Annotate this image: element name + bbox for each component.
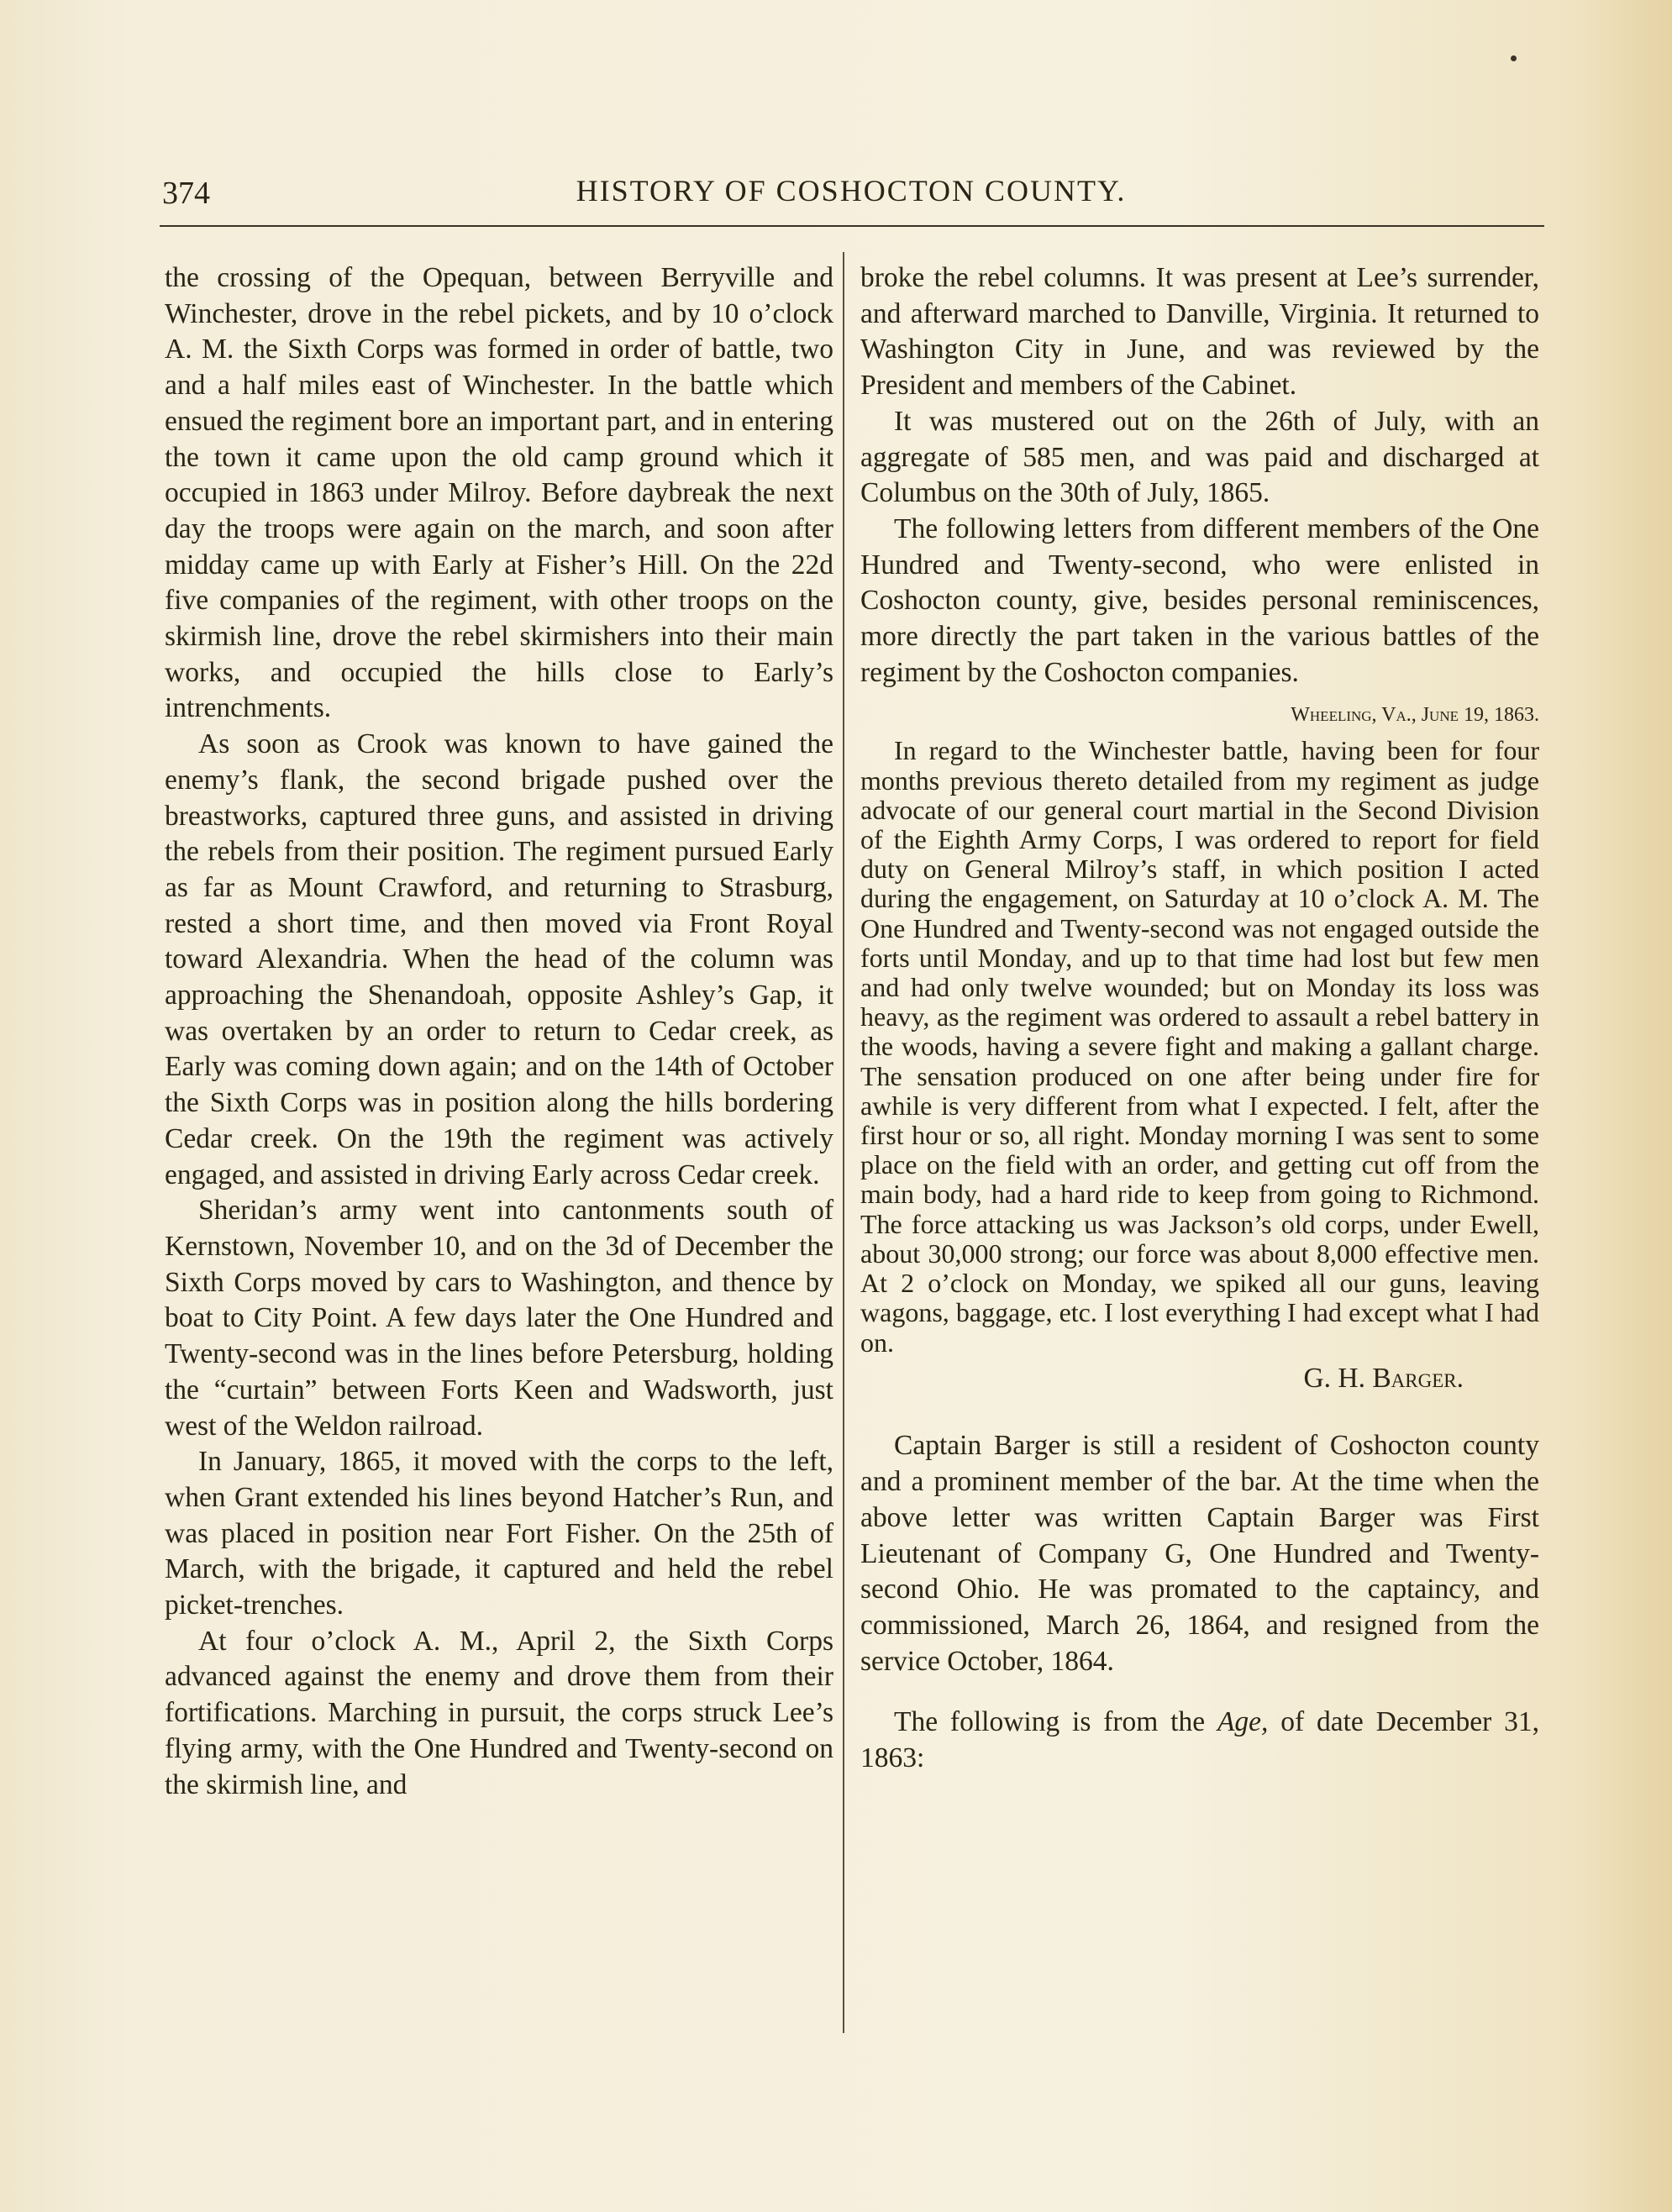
right-column xyxy=(860,260,1539,1777)
ink-speck xyxy=(1511,55,1517,61)
paragraph: Sheridan’s army went into cantonments south of Kernstown, November 10, and on the 3d of December the Sixth Corps moved by cars to Washington, and thence by boat to City Point. A few days later the One Hundred and Twenty-second was in the lines before Petersburg, holding the “curtain” between Forts Keen and Wadsworth, just west of the Weldon railroad. xyxy=(165,1195,833,1442)
paragraph: In January, 1865, it moved with the corps to the left, when Grant extended his lines beyond Hatcher’s Run, and was placed in position near Fort Fisher. On the 25th of March, with the brigade, it captured and held the rebel picket-trenches. xyxy=(165,1446,833,1621)
page-header xyxy=(162,168,1540,218)
publication-title: Age, xyxy=(1217,1706,1269,1738)
left-column xyxy=(165,260,833,1803)
letter-body: In regard to the Winchester battle, having been for four months previous thereto detailed from my regiment as judge advocate of our general court martial in the Second Division of the Eighth Army Corps, I was ordered to report for field duty on General Milroy’s staff, in which position I acted during the engagement, on Saturday at 10 o’clock A. M. The One Hundred and Twenty-second was not engaged outside the forts until Monday, and up to that time had lost but few men and had only twelve wounded; but on Monday its loss was heavy, as the regiment was ordered to assault a rebel battery in the woods, having a severe fight and making a gallant charge. The sensation produced on one after being under fire for awhile is very different from what I expected. I felt, after the first hour or so, all right. Monday morning I was sent to some place on the field with an order, and getting cut off from the main body, had a hard ride to keep from going to Richmond. The force attacking us was Jackson’s old corps, under Ewell, about 30,000 strong; our force was about 8,000 effective men. At 2 o’clock on Monday, we spiked all our guns, leaving wagons, baggage, etc. I lost everything I had except what I had on. xyxy=(860,735,1539,1358)
page-number: 374 xyxy=(162,176,210,211)
paragraph: It was mustered out on the 26th of July, with an aggregate of 585 men, and was paid and discharged at Columbus on the 30th of July, 1865. xyxy=(860,405,1539,509)
text-run: of date December 31, 1863: xyxy=(860,1706,1539,1774)
paragraph xyxy=(860,1705,1539,1776)
spacer xyxy=(860,1679,1539,1705)
paragraph: At four o’clock A. M., April 2, the Sixth Corps advanced against the enemy and drove them from their fortifications. Marching in pursuit, the corps struck Lee’s flying army, with the One Hundred and Twenty-second on the skirmish line, and xyxy=(165,1625,833,1800)
paragraph: the crossing of the Opequan, between Berryville and Winchester, drove in the rebel pickets, and by 10 o’clock A. M. the Sixth Corps was formed in order of battle, two and a half miles east of Winchester. In the battle which ensued the regiment bore an important part, and in entering the town it came upon the old camp ground which it occupied in 1863 under Milroy. Before daybreak the next day the troops were again on the march, and soon after midday came up with Early at Fisher’s Hill. On the 22d five companies of the regiment, with other troops on the skirmish line, drove the rebel skirmishers into their main works, and occupied the hills close to Early’s intrenchments. xyxy=(165,262,833,724)
letter-signature: G. H. Barger. xyxy=(1303,1362,1464,1394)
paragraph: As soon as Crook was known to have gained the enemy’s flank, the second brigade pushed over the breastworks, captured three guns, and assisted in driving the rebels from their position. The regiment pursued Early as far as Mount Crawford, and returning to Strasburg, rested a short time, and then moved via Front Royal toward Alexandria. When the head of the column was approaching the Shenandoah, opposite Ashley’s Gap, it was overtaken by an order to return to Cedar creek, as Early was coming down again; and on the 14th of October the Sixth Corps was in position along the hills bordering Cedar creek. On the 19th the regiment was actively engaged, and assisted in driving Early across Cedar creek. xyxy=(165,728,833,1190)
letter-dateline: Wheeling, Va., June 19, 1863. xyxy=(1291,704,1539,727)
header-rule xyxy=(160,225,1544,227)
text-run: The following is from the xyxy=(894,1706,1217,1738)
column-divider xyxy=(843,252,844,2033)
running-title: HISTORY OF COSHOCTON COUNTY. xyxy=(576,174,1127,208)
paragraph: broke the rebel columns. It was present at Lee’s surrender, and afterward marched to Danville, Virginia. It returned to Washington City in June, and was reviewed by the President and members of the Cabinet. xyxy=(860,262,1539,402)
paragraph: The following letters from different members of the One Hundred and Twenty-second, who were enlisted in Coshocton county, give, besides personal reminiscences, more directly the part taken in the various battles of the regiment by the Coshocton companies. xyxy=(860,512,1539,688)
paragraph: Captain Barger is still a resident of Coshocton county and a prominent member of the bar. At the time when the above letter was written Captain Barger was First Lieutenant of Company G, One Hundred and Twenty-second Ohio. He was promated to the captaincy, and commissioned, March 26, 1864, and resigned from the service October, 1864. xyxy=(860,1430,1539,1677)
